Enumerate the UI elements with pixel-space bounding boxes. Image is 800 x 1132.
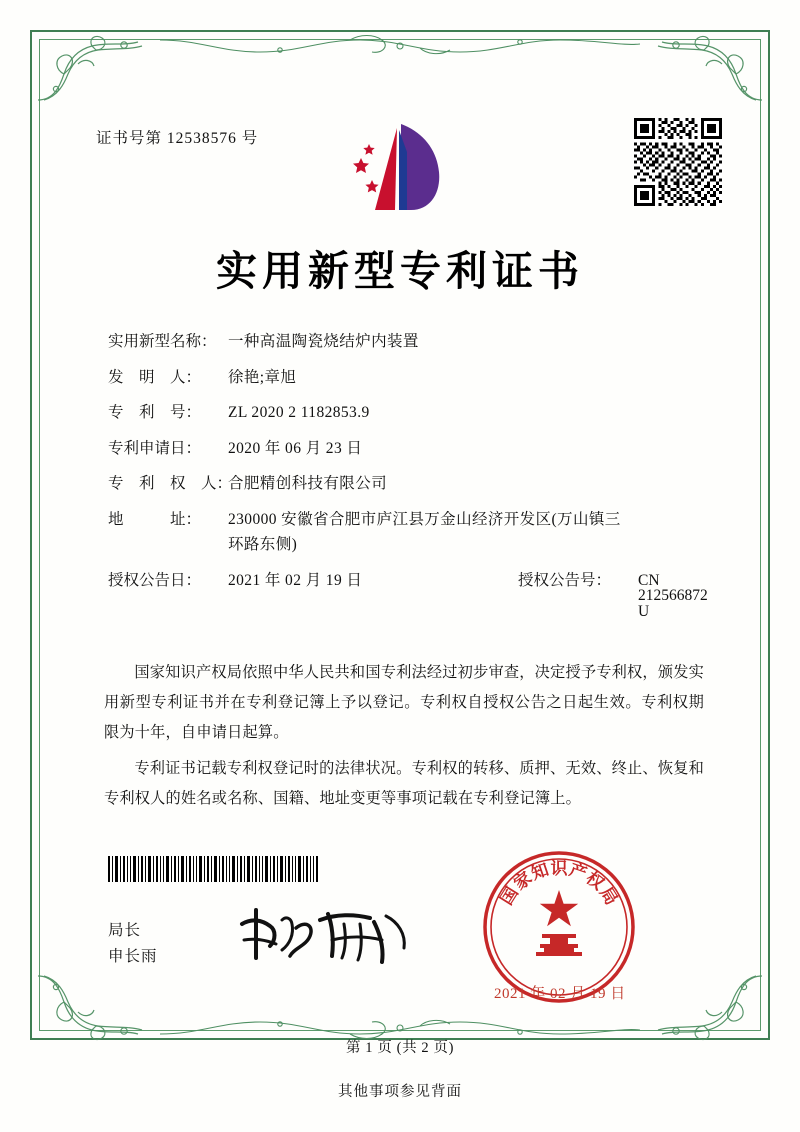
- signature-block: [108, 918, 158, 970]
- field-row-patent-number: [108, 405, 708, 421]
- handwritten-signature-icon: [236, 900, 416, 970]
- page-number: 第 1 页 (共 2 页): [345, 1040, 455, 1056]
- paragraph-1: 国家知识产权局依照中华人民共和国专利法经过初步审查，决定授予专利权，颁发实用新型专利证书并在专利登记簿上予以登记。专利权自授权公告之日起生效。专利权期限为十年，自申请日起算。: [104, 664, 704, 741]
- legal-text: [104, 658, 704, 820]
- address-line-1: 230000 安徽省合肥市庐江县万金山经济开发区(万山镇三: [228, 510, 621, 528]
- field-row-address: [108, 512, 708, 553]
- signature-role: 局长: [108, 922, 142, 939]
- svg-text:知: 知: [528, 859, 552, 885]
- field-label: 发 明 人：: [108, 368, 202, 386]
- field-value-address: [228, 512, 708, 553]
- field-value: 一种高温陶瓷烧结炉内装置: [228, 333, 419, 350]
- edge-ornament-icon: [160, 34, 640, 60]
- address-line-2: 环路东侧): [228, 536, 298, 553]
- svg-text:产: 产: [566, 859, 590, 885]
- svg-text:权: 权: [581, 868, 608, 895]
- field-row-patentee: [108, 476, 708, 492]
- field-value: 徐艳;章旭: [228, 368, 297, 386]
- field-value: ZL 2020 2 1182853.9: [228, 404, 370, 421]
- field-row-utility-model-name: [108, 334, 708, 350]
- svg-text:家: 家: [510, 868, 537, 895]
- svg-text:局: 局: [595, 883, 622, 909]
- certificate-number: 证书号第 12538576 号: [96, 130, 259, 147]
- field-label: 地 址：: [108, 510, 202, 528]
- field-value: 合肥精创科技有限公司: [228, 475, 388, 492]
- field-label: 实用新型名称：: [108, 333, 217, 350]
- seal-date: 2021 年 02 月 19 日: [494, 986, 626, 1002]
- field-label: 专利申请日：: [108, 439, 202, 457]
- corner-ornament-icon: [646, 972, 766, 1042]
- corner-ornament-icon: [34, 34, 154, 104]
- field-value-grant-date: 2021 年 02 月 19 日: [228, 571, 363, 589]
- svg-text:国: 国: [496, 883, 523, 909]
- field-row-grant-announcement: [108, 573, 708, 620]
- barcode: [108, 856, 320, 882]
- signature-name: 申长雨: [108, 948, 158, 965]
- field-value-grant-number: CN 212566872 U: [638, 571, 708, 620]
- field-label-grant-date: 授权公告日：: [108, 571, 202, 589]
- certificate-fields: [108, 334, 708, 639]
- field-row-application-date: [108, 441, 708, 457]
- page-title: 实用新型专利证书: [216, 247, 584, 295]
- field-value: 2020 年 06 月 23 日: [228, 439, 363, 457]
- field-label: 专 利 权 人：: [108, 475, 233, 492]
- cnipa-logo-icon: [345, 118, 455, 223]
- svg-text:识: 识: [550, 859, 568, 879]
- qr-code: [634, 118, 722, 206]
- field-row-inventor: [108, 370, 708, 386]
- corner-ornament-icon: [34, 972, 154, 1042]
- field-label: 专 利 号：: [108, 404, 202, 421]
- paragraph-2: 专利证书记载专利权登记时的法律状况。专利权的转移、质押、无效、终止、恢复和专利权人的姓名或名称、国籍、地址变更等事项记载在专利登记簿上。: [104, 760, 704, 807]
- footer-note: 其他事项参见背面: [338, 1084, 462, 1100]
- field-label-grant-number: 授权公告号：: [518, 571, 612, 589]
- corner-ornament-icon: [646, 34, 766, 104]
